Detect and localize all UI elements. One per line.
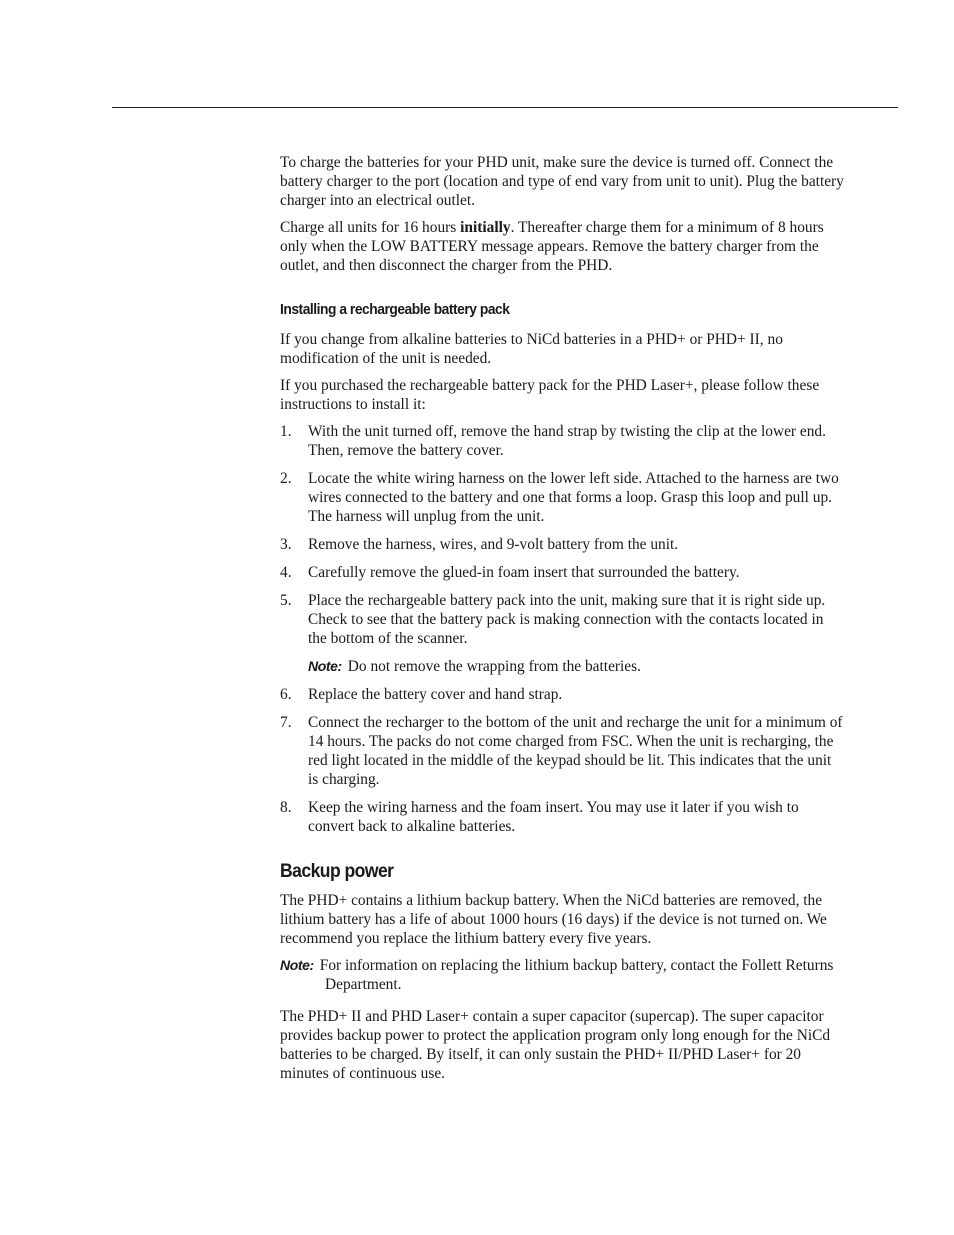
step-text: Keep the wiring harness and the foam insert. You may use it later if you wish to convert back to alkaline batteries. <box>308 799 799 835</box>
step-5-note <box>308 657 844 676</box>
installing-paragraph-2: If you purchased the rechargeable battery pack for the PHD Laser+, please follow these instructions to install it: <box>280 377 820 413</box>
backup-paragraph-1: The PHD+ contains a lithium backup battery. When the NiCd batteries are removed, the lithium battery has a life of about 1000 hours (16 days) if the device is not turned on. We recommend you replace the lithium battery every five years. <box>280 892 827 947</box>
step-text: Connect the recharger to the bottom of the unit and recharge the unit for a minimum of 14 hours. The packs do not come charged from FSC. When the unit is recharging, the red light located in the middle of the keypad should be lit. This indicates that the unit is charging. <box>308 714 843 788</box>
note-label: Note: <box>280 957 314 973</box>
intro-p2-after: . Thereafter charge them for a minimum of 8 hours only when the LOW BATTERY message appears. Remove the battery charger from the outlet, and then disconnect the charger from the PHD. <box>280 219 824 274</box>
list-item <box>280 535 844 554</box>
list-item <box>280 422 844 460</box>
installing-heading: Installing a rechargeable battery pack <box>280 301 510 318</box>
step-number: 1. <box>280 423 292 440</box>
list-item <box>280 685 844 704</box>
step-number: 6. <box>280 686 292 703</box>
step-number: 4. <box>280 564 292 581</box>
note-text: For information on replacing the lithium backup battery, contact the Follett Returns Department. <box>319 957 834 993</box>
intro-paragraph-1: To charge the batteries for your PHD unit, make sure the device is turned off. Connect the battery charger to the port (location and type of end vary from unit to unit). Plug the battery charger into an electrical outlet. <box>280 154 844 209</box>
intro-p2-before: Charge all units for 16 hours <box>280 219 461 236</box>
install-steps-list <box>280 422 844 836</box>
backup-paragraph-2: The PHD+ II and PHD Laser+ contain a super capacitor (supercap). The super capacitor provides backup power to protect the application program only long enough for the NiCd batteries to be charged. By itself, it can only sustain the PHD+ II/PHD Laser+ for 20 minutes of continuous use. <box>280 1008 831 1082</box>
step-number: 5. <box>280 592 292 609</box>
note-label: Note: <box>308 658 342 674</box>
step-number: 3. <box>280 536 292 553</box>
step-text: Locate the white wiring harness on the lower left side. Attached to the harness are two wires connected to the battery and one that forms a loop. Grasp this loop and pull up. The harness will unplug from the unit. <box>308 470 839 525</box>
list-item <box>280 798 844 836</box>
list-item <box>280 591 844 676</box>
step-number: 7. <box>280 714 292 731</box>
backup-heading: Backup power <box>280 860 394 882</box>
step-text: Remove the harness, wires, and 9-volt battery from the unit. <box>308 536 679 553</box>
note-text: Do not remove the wrapping from the batteries. <box>347 658 641 675</box>
list-item <box>280 469 844 526</box>
header-rule <box>112 107 898 108</box>
step-text: Carefully remove the glued-in foam insert that surrounded the battery. <box>308 564 740 581</box>
step-number: 2. <box>280 470 292 487</box>
list-item <box>280 713 844 789</box>
step-number: 8. <box>280 799 292 816</box>
installing-paragraph-1: If you change from alkaline batteries to NiCd batteries in a PHD+ or PHD+ II, no modification of the unit is needed. <box>280 331 783 367</box>
backup-note <box>280 956 844 994</box>
step-text: Replace the battery cover and hand strap. <box>308 686 563 703</box>
page-content <box>280 153 844 1091</box>
step-text: Place the rechargeable battery pack into the unit, making sure that it is right side up. Check to see that the battery pack is making connection with the contacts located in the bottom of the scanner. <box>308 592 826 647</box>
list-item <box>280 563 844 582</box>
intro-p2-bold: initially <box>460 219 511 236</box>
intro-paragraph-2 <box>280 218 844 275</box>
step-text: With the unit turned off, remove the hand strap by twisting the clip at the lower end. Then, remove the battery cover. <box>308 423 826 459</box>
